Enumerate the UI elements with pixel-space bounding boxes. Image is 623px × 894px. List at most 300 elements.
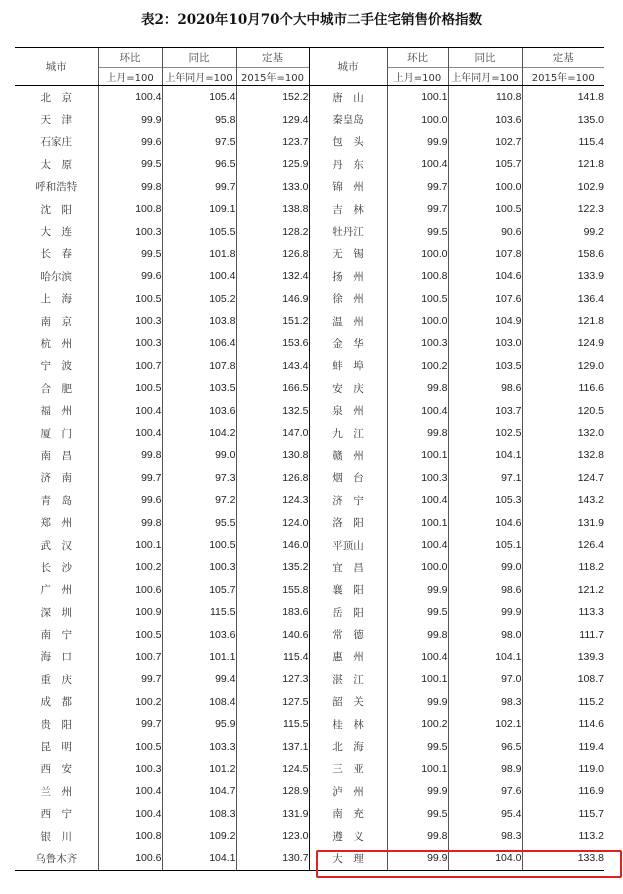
left-base-cell: 140.6 [236,623,309,645]
left-mom-cell: 99.7 [98,467,162,489]
left-yoy-cell: 109.2 [162,825,236,847]
right-city-cell: 金 华 [309,332,387,354]
left-city-cell: 广 州 [40,584,72,597]
table-row [15,131,604,153]
left-yoy-cell: 100.4 [162,265,236,287]
left-city-cell: 合 肥 [40,382,72,395]
table-row [15,534,604,556]
left-base-cell: 115.4 [236,646,309,668]
right-city-cell: 湛 江 [309,668,387,690]
table-row [15,556,604,578]
right-mom-cell: 99.5 [387,601,448,623]
right-yoy-cell: 96.5 [448,735,522,757]
left-base-cell: 132.4 [236,265,309,287]
right-yoy-cell: 104.6 [448,265,522,287]
table-row [15,108,604,130]
left-base-cell: 183.6 [236,601,309,623]
right-base-cell: 126.4 [522,534,604,556]
left-city-cell: 济 南 [40,472,72,485]
left-mom-cell: 99.8 [98,444,162,466]
right-city-cell: 丹 东 [309,153,387,175]
left-yoy-cell: 105.5 [162,220,236,242]
left-mom-cell: 100.9 [98,601,162,623]
right-mom-cell: 100.0 [387,310,448,332]
right-mom-cell: 99.9 [387,780,448,802]
left-yoy-cell: 103.6 [162,623,236,645]
left-mom-cell: 100.5 [98,623,162,645]
right-yoy-cell: 95.4 [448,803,522,825]
right-city-cell: 锦 州 [309,176,387,198]
right-mom-cell: 100.4 [387,646,448,668]
yoy-column-header-right: 同比 [448,48,522,68]
right-mom-cell: 99.5 [387,803,448,825]
left-city-cell: 昆 明 [40,741,72,754]
right-yoy-cell: 97.1 [448,467,522,489]
left-city-cell: 福 州 [40,405,72,418]
right-city-cell: 惠 州 [309,646,387,668]
left-mom-cell: 99.9 [98,108,162,130]
left-base-cell: 155.8 [236,579,309,601]
base-subheader-right: 2015年=100 [522,68,604,86]
left-city-cell: 杭 州 [40,337,72,350]
left-city-cell: 南 宁 [40,629,72,642]
right-yoy-cell: 110.8 [448,86,522,109]
city-column-header: 城市 [15,48,98,86]
left-yoy-cell: 103.3 [162,735,236,757]
left-mom-cell: 100.7 [98,355,162,377]
table-row [15,691,604,713]
table-row [15,265,604,287]
left-yoy-cell: 100.5 [162,534,236,556]
right-yoy-cell: 107.6 [448,288,522,310]
table-row [15,288,604,310]
right-yoy-cell: 104.9 [448,310,522,332]
mom-subheader: 上月=100 [98,68,162,86]
right-base-cell: 114.6 [522,713,604,735]
right-base-cell: 116.6 [522,377,604,399]
left-yoy-cell: 97.3 [162,467,236,489]
right-mom-cell: 100.1 [387,444,448,466]
right-base-cell: 102.9 [522,176,604,198]
left-base-cell: 131.9 [236,803,309,825]
left-base-cell: 124.3 [236,489,309,511]
right-mom-cell: 99.9 [387,131,448,153]
highlight-box [316,850,622,878]
right-mom-cell: 99.8 [387,825,448,847]
right-city-cell: 温 州 [309,310,387,332]
right-base-cell: 121.8 [522,310,604,332]
yoy-subheader: 上年同月=100 [162,68,236,86]
left-city-cell: 厦 门 [40,427,72,440]
right-yoy-cell: 98.3 [448,825,522,847]
right-yoy-cell: 102.7 [448,131,522,153]
right-city-cell: 安 庆 [309,377,387,399]
right-base-cell: 108.7 [522,668,604,690]
left-yoy-cell: 109.1 [162,198,236,220]
left-city-cell: 长 沙 [40,561,72,574]
left-city-cell: 长 春 [40,248,72,261]
right-mom-cell: 99.7 [387,198,448,220]
right-base-cell: 122.3 [522,198,604,220]
right-base-cell: 133.9 [522,265,604,287]
table-row [15,780,604,802]
left-base-cell: 124.5 [236,758,309,780]
right-city-cell: 牡丹江 [309,220,387,242]
right-yoy-cell: 90.6 [448,220,522,242]
left-base-cell: 146.0 [236,534,309,556]
left-base-cell: 125.9 [236,153,309,175]
table-row [15,489,604,511]
right-mom-cell: 100.0 [387,243,448,265]
left-city-cell: 太 原 [40,158,72,171]
mom-column-header: 环比 [98,48,162,68]
table-row [15,668,604,690]
left-yoy-cell: 99.4 [162,668,236,690]
right-mom-cell: 100.4 [387,489,448,511]
table-row [15,355,604,377]
table-row [15,623,604,645]
right-city-cell: 泸 州 [309,780,387,802]
right-yoy-cell: 105.1 [448,534,522,556]
right-base-cell: 113.3 [522,601,604,623]
left-yoy-cell: 99.7 [162,176,236,198]
right-yoy-cell: 97.0 [448,668,522,690]
table-row [15,758,604,780]
city-column-header-right: 城市 [309,48,387,86]
right-city-cell: 济 宁 [309,489,387,511]
left-mom-cell: 99.7 [98,713,162,735]
left-mom-cell: 99.8 [98,511,162,533]
right-yoy-cell: 103.6 [448,108,522,130]
table-row [15,86,604,109]
mom-subheader-right: 上月=100 [387,68,448,86]
right-mom-cell: 100.4 [387,534,448,556]
right-base-cell: 111.7 [522,623,604,645]
left-yoy-cell: 96.5 [162,153,236,175]
right-mom-cell: 99.9 [387,579,448,601]
left-base-cell: 127.3 [236,668,309,690]
right-city-cell: 扬 州 [309,265,387,287]
left-base-cell: 137.1 [236,735,309,757]
table-row [15,198,604,220]
left-yoy-cell: 104.7 [162,780,236,802]
right-mom-cell: 100.8 [387,265,448,287]
left-city-cell: 西 宁 [40,808,72,821]
right-yoy-cell: 100.5 [448,198,522,220]
right-city-cell: 洛 阳 [309,511,387,533]
right-base-cell: 118.2 [522,556,604,578]
left-mom-cell: 100.4 [98,803,162,825]
table-row [15,825,604,847]
left-yoy-cell: 106.4 [162,332,236,354]
right-city-cell: 北 海 [309,735,387,757]
table-row [15,377,604,399]
right-mom-cell: 99.8 [387,377,448,399]
right-base-cell: 136.4 [522,288,604,310]
right-city-cell: 襄 阳 [309,579,387,601]
left-base-cell: 138.8 [236,198,309,220]
yoy-subheader-right: 上年同月=100 [448,68,522,86]
left-base-cell: 146.9 [236,288,309,310]
left-city-cell: 重 庆 [40,673,72,686]
right-base-cell: 133.8 [522,847,604,870]
left-yoy-cell: 103.5 [162,377,236,399]
left-city-cell: 石家庄 [40,136,72,149]
right-city-cell: 蚌 埠 [309,355,387,377]
right-city-cell: 秦皇岛 [309,108,387,130]
right-base-cell: 139.3 [522,646,604,668]
left-mom-cell: 100.3 [98,758,162,780]
right-base-cell: 143.2 [522,489,604,511]
right-city-cell: 韶 关 [309,691,387,713]
left-yoy-cell: 95.8 [162,108,236,130]
table-body [15,86,604,871]
left-base-cell: 151.2 [236,310,309,332]
left-city-cell: 西 安 [40,763,72,776]
left-base-cell: 126.8 [236,243,309,265]
left-yoy-cell: 108.3 [162,803,236,825]
left-mom-cell: 99.8 [98,176,162,198]
left-city-cell: 沈 阳 [40,203,72,216]
left-base-cell: 124.0 [236,511,309,533]
left-city-cell: 大 连 [40,226,72,239]
left-yoy-cell: 101.8 [162,243,236,265]
left-yoy-cell: 104.2 [162,422,236,444]
right-mom-cell: 100.1 [387,511,448,533]
left-base-cell: 133.0 [236,176,309,198]
right-city-cell: 南 充 [309,803,387,825]
left-yoy-cell: 105.2 [162,288,236,310]
right-mom-cell: 100.5 [387,288,448,310]
table-row [15,176,604,198]
right-base-cell: 115.4 [522,131,604,153]
left-base-cell: 143.4 [236,355,309,377]
left-city-cell: 贵 阳 [40,718,72,731]
left-yoy-cell: 104.1 [162,847,236,870]
right-yoy-cell: 98.9 [448,758,522,780]
left-city-cell: 兰 州 [40,785,72,798]
left-base-cell: 152.2 [236,86,309,109]
left-base-cell: 123.7 [236,131,309,153]
left-yoy-cell: 95.9 [162,713,236,735]
left-mom-cell: 99.7 [98,668,162,690]
table-row [15,803,604,825]
right-base-cell: 141.8 [522,86,604,109]
right-base-cell: 132.8 [522,444,604,466]
left-city-cell: 哈尔滨 [40,270,72,283]
right-city-cell: 徐 州 [309,288,387,310]
right-yoy-cell: 105.7 [448,153,522,175]
right-city-cell: 九 江 [309,422,387,444]
left-mom-cell: 100.1 [98,534,162,556]
right-yoy-cell: 103.5 [448,355,522,377]
right-mom-cell: 99.9 [387,691,448,713]
left-yoy-cell: 100.3 [162,556,236,578]
left-mom-cell: 100.4 [98,86,162,109]
left-mom-cell: 100.5 [98,288,162,310]
right-mom-cell: 100.1 [387,758,448,780]
right-mom-cell: 100.4 [387,153,448,175]
left-mom-cell: 99.5 [98,153,162,175]
left-mom-cell: 100.4 [98,780,162,802]
table-row [15,511,604,533]
table-title: 表2：2020年10月70个大中城市二手住宅销售价格指数 [140,12,483,28]
right-city-cell: 遵 义 [309,825,387,847]
left-base-cell: 147.0 [236,422,309,444]
left-city-cell: 南 京 [40,315,72,328]
left-yoy-cell: 97.5 [162,131,236,153]
table-row [15,601,604,623]
right-city-cell: 赣 州 [309,444,387,466]
right-mom-cell: 100.3 [387,332,448,354]
left-mom-cell: 100.2 [98,691,162,713]
table-row [15,713,604,735]
table-row [15,220,604,242]
left-yoy-cell: 101.1 [162,646,236,668]
base-column-header-right: 定基 [522,48,604,68]
right-base-cell: 119.0 [522,758,604,780]
left-city-cell: 武 汉 [40,539,72,552]
left-mom-cell: 99.5 [98,243,162,265]
right-mom-cell: 99.8 [387,623,448,645]
right-base-cell: 129.0 [522,355,604,377]
left-mom-cell: 100.5 [98,735,162,757]
table-row [15,444,604,466]
left-mom-cell: 100.3 [98,220,162,242]
table-row [15,735,604,757]
left-city-cell: 郑 州 [40,517,72,530]
left-base-cell: 130.8 [236,444,309,466]
right-base-cell: 113.2 [522,825,604,847]
right-mom-cell: 100.1 [387,668,448,690]
table-row [15,422,604,444]
right-yoy-cell: 100.0 [448,176,522,198]
left-mom-cell: 100.4 [98,422,162,444]
left-mom-cell: 100.8 [98,198,162,220]
left-base-cell: 153.6 [236,332,309,354]
right-base-cell: 135.0 [522,108,604,130]
right-mom-cell: 100.0 [387,556,448,578]
left-base-cell: 129.4 [236,108,309,130]
right-base-cell: 131.9 [522,511,604,533]
right-mom-cell: 100.2 [387,713,448,735]
right-yoy-cell: 107.8 [448,243,522,265]
table-row [15,399,604,421]
left-mom-cell: 100.5 [98,377,162,399]
right-yoy-cell: 102.5 [448,422,522,444]
right-base-cell: 121.2 [522,579,604,601]
left-base-cell: 166.5 [236,377,309,399]
right-city-cell: 岳 阳 [309,601,387,623]
base-subheader: 2015年=100 [236,68,309,86]
left-yoy-cell: 103.8 [162,310,236,332]
right-yoy-cell: 104.6 [448,511,522,533]
left-mom-cell: 99.6 [98,265,162,287]
left-yoy-cell: 97.2 [162,489,236,511]
right-city-cell: 三 亚 [309,758,387,780]
right-mom-cell: 100.3 [387,467,448,489]
right-city-cell: 包 头 [309,131,387,153]
left-mom-cell: 100.7 [98,646,162,668]
left-mom-cell: 100.3 [98,310,162,332]
left-yoy-cell: 99.0 [162,444,236,466]
right-city-cell: 宜 昌 [309,556,387,578]
left-yoy-cell: 108.4 [162,691,236,713]
table-row [15,579,604,601]
right-yoy-cell: 104.1 [448,646,522,668]
right-mom-cell: 99.8 [387,422,448,444]
left-city-cell: 呼和浩特 [35,181,78,194]
left-yoy-cell: 101.2 [162,758,236,780]
right-yoy-cell: 97.6 [448,780,522,802]
left-city-cell: 银 川 [40,830,72,843]
base-column-header: 定基 [236,48,309,68]
left-mom-cell: 100.2 [98,556,162,578]
left-base-cell: 115.5 [236,713,309,735]
left-yoy-cell: 95.5 [162,511,236,533]
yoy-column-header: 同比 [162,48,236,68]
right-yoy-cell: 105.3 [448,489,522,511]
right-base-cell: 120.5 [522,399,604,421]
left-yoy-cell: 105.4 [162,86,236,109]
left-base-cell: 135.2 [236,556,309,578]
right-city-cell: 吉 林 [309,198,387,220]
right-mom-cell: 99.7 [387,176,448,198]
right-yoy-cell: 99.0 [448,556,522,578]
right-mom-cell: 99.5 [387,220,448,242]
table-row [15,243,604,265]
left-base-cell: 128.2 [236,220,309,242]
right-city-cell: 平顶山 [309,534,387,556]
right-mom-cell: 100.0 [387,108,448,130]
right-city-cell: 大 理 [309,847,387,870]
left-yoy-cell: 115.5 [162,601,236,623]
right-base-cell: 115.7 [522,803,604,825]
left-city-cell: 海 口 [40,651,72,664]
left-mom-cell: 99.6 [98,489,162,511]
left-yoy-cell: 103.6 [162,399,236,421]
mom-column-header-right: 环比 [387,48,448,68]
right-base-cell: 121.8 [522,153,604,175]
left-city-cell: 南 昌 [40,449,72,462]
left-base-cell: 127.5 [236,691,309,713]
right-yoy-cell: 103.0 [448,332,522,354]
left-city-cell: 乌鲁木齐 [15,847,98,870]
left-mom-cell: 100.6 [98,579,162,601]
left-base-cell: 130.7 [236,847,309,870]
right-city-cell: 烟 台 [309,467,387,489]
left-yoy-cell: 107.8 [162,355,236,377]
left-mom-cell: 100.8 [98,825,162,847]
right-city-cell: 桂 林 [309,713,387,735]
right-mom-cell: 99.5 [387,735,448,757]
right-base-cell: 132.0 [522,422,604,444]
left-city-cell: 上 海 [40,293,72,306]
right-base-cell: 158.6 [522,243,604,265]
right-base-cell: 99.2 [522,220,604,242]
left-mom-cell: 100.6 [98,847,162,870]
right-yoy-cell: 104.1 [448,444,522,466]
left-mom-cell: 100.3 [98,332,162,354]
left-city-cell: 成 都 [40,696,72,709]
left-city-cell: 宁 波 [40,360,72,373]
table-row [15,310,604,332]
right-mom-cell: 100.1 [387,86,448,109]
right-yoy-cell: 103.7 [448,399,522,421]
header-row-main [15,48,604,68]
right-base-cell: 116.9 [522,780,604,802]
table-row [15,153,604,175]
